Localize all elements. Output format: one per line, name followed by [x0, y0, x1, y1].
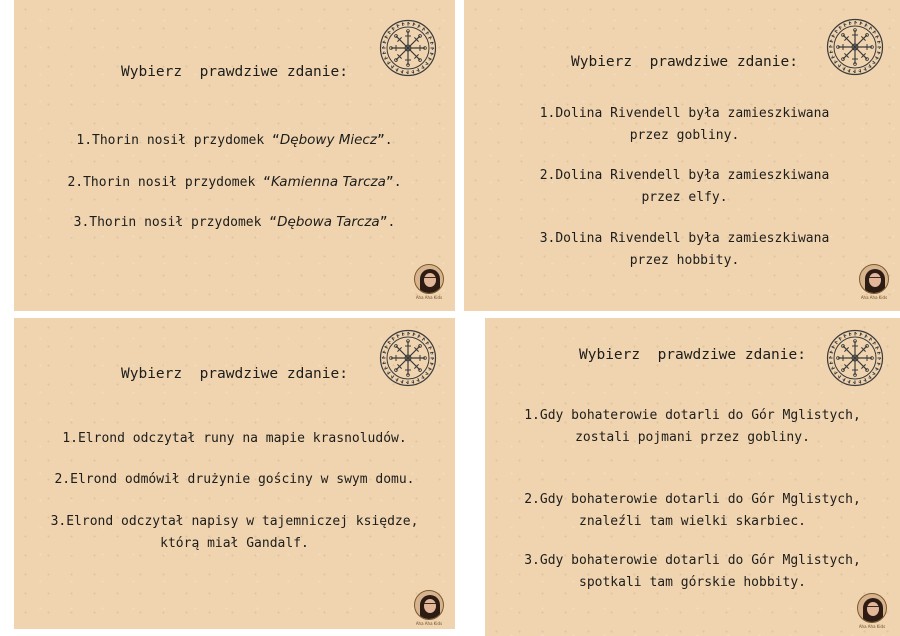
avatar-portrait — [414, 264, 444, 294]
answer-option-2[interactable]: 2.Dolina Rivendell była zamieszkiwana przez elfy. — [539, 168, 830, 205]
answer-option-1[interactable]: 1.Dolina Rivendell była zamieszkiwana przez gobliny. — [539, 106, 830, 143]
author-avatar-logo — [855, 593, 889, 633]
answer-option-2[interactable]: 2.Elrond odmówił drużynie gościny w swym domu. — [54, 472, 415, 487]
quiz-card-3 — [14, 318, 455, 629]
avatar-portrait — [857, 593, 887, 623]
quiz-card-1 — [14, 0, 455, 311]
avatar-logo-text: Aha Aha Kids — [860, 295, 888, 300]
author-avatar-logo — [412, 590, 446, 629]
answer-option-1[interactable]: 1.Elrond odczytał runy na mapie krasnoludów. — [62, 431, 407, 446]
avatar-logo-text: Aha Aha Kids — [415, 621, 443, 626]
card-heading: Wybierz prawdziwe zdanie: — [121, 64, 348, 80]
vegvisir-compass-icon — [826, 18, 884, 76]
answer-option-3[interactable]: 3.Dolina Rivendell była zamieszkiwana przez hobbity. — [539, 231, 830, 268]
quiz-card-2 — [464, 0, 900, 311]
answer-option-1[interactable]: 1.Gdy bohaterowie dotarli do Gór Mglistych, zostali pojmani przez gobliny. — [524, 408, 861, 445]
card-heading: Wybierz prawdziwe zdanie: — [579, 347, 806, 363]
card-heading: Wybierz prawdziwe zdanie: — [571, 54, 798, 70]
vegvisir-compass-icon — [379, 329, 437, 387]
answer-option-3[interactable]: 3.Thorin nosił przydomek “Dębowa Tarcza”. — [73, 214, 396, 230]
answer-option-1[interactable]: 1.Thorin nosił przydomek “Dębowy Miecz”. — [76, 132, 393, 148]
vegvisir-compass-icon — [379, 19, 437, 77]
avatar-logo-text: Aha Aha Kids — [858, 624, 886, 629]
answer-option-3[interactable]: 3.Gdy bohaterowie dotarli do Gór Mglistych, spotkali tam górskie hobbity. — [524, 553, 861, 590]
author-avatar-logo — [412, 264, 446, 304]
vegvisir-compass-icon — [826, 329, 884, 387]
card-heading: Wybierz prawdziwe zdanie: — [121, 366, 348, 382]
avatar-logo-text: Aha Aha Kids — [415, 295, 443, 300]
author-avatar-logo — [857, 264, 891, 304]
quiz-card-4 — [485, 318, 900, 636]
answer-option-3[interactable]: 3.Elrond odczytał napisy w tajemniczej księdze, którą miał Gandalf. — [50, 514, 419, 551]
answer-option-2[interactable]: 2.Gdy bohaterowie dotarli do Gór Mglistych, znaleźli tam wielki skarbiec. — [524, 492, 861, 529]
avatar-portrait — [414, 590, 444, 620]
avatar-portrait — [859, 264, 889, 294]
answer-option-2[interactable]: 2.Thorin nosił przydomek “Kamienna Tarcza”. — [67, 174, 402, 190]
